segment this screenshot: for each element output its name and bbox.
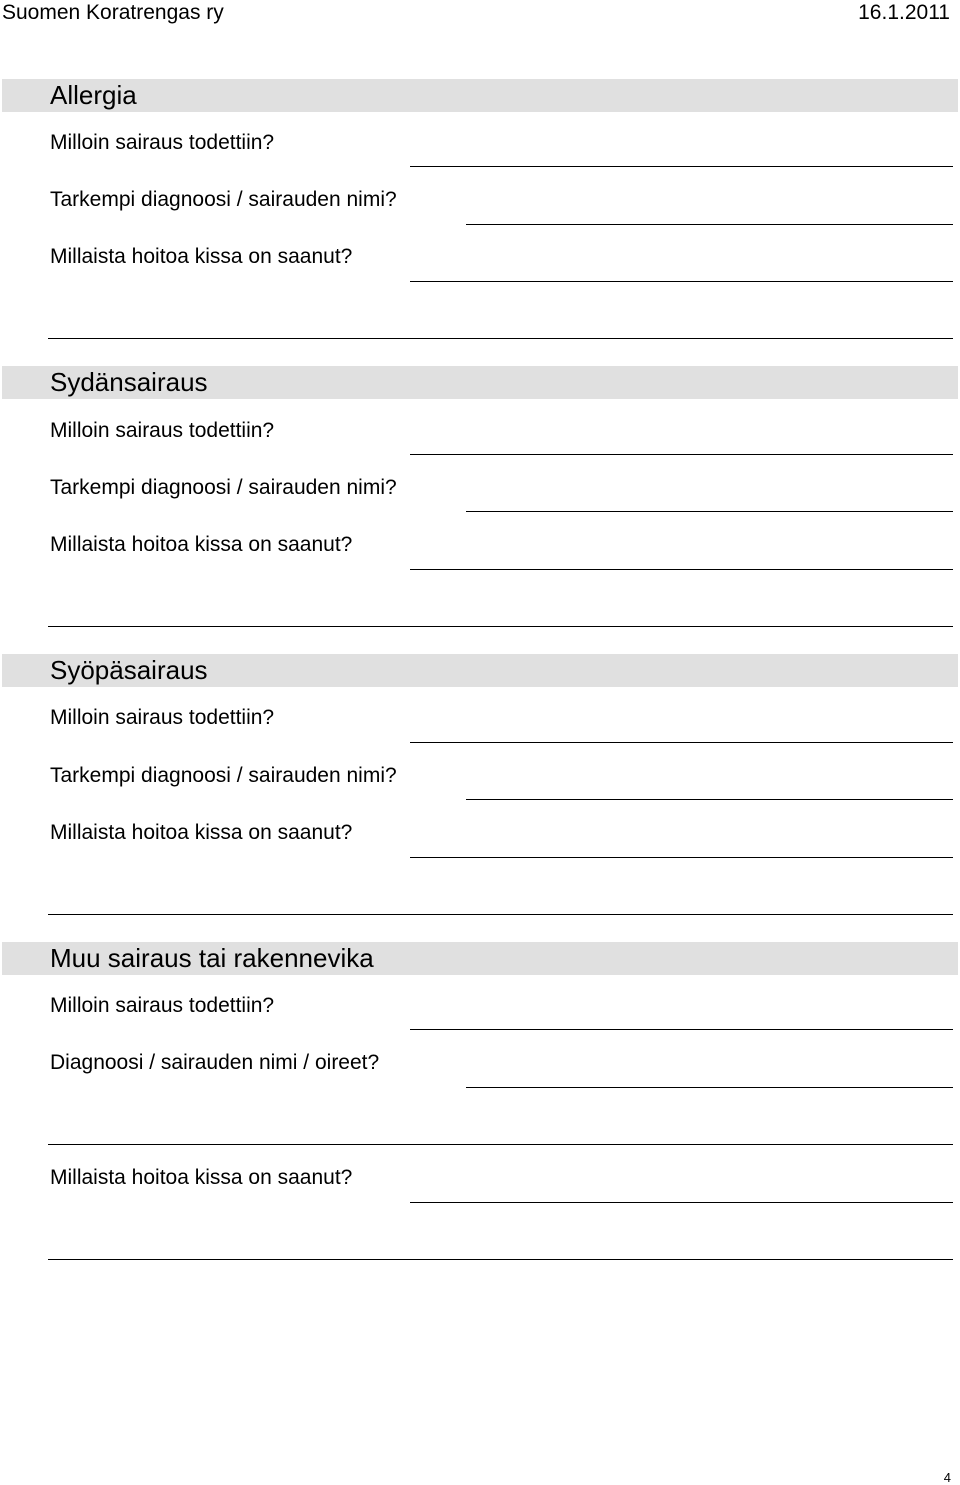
page-number: 4 <box>943 1470 951 1485</box>
question-diagnosis-symptoms: Diagnoosi / sairauden nimi / oireet? <box>50 1051 380 1074</box>
answer-line-treatment-extra[interactable] <box>48 914 953 915</box>
answer-line-diagnosis[interactable] <box>466 224 953 225</box>
answer-line-diagnosed-when[interactable] <box>410 742 953 743</box>
answer-line-diagnosed-when[interactable] <box>410 166 953 167</box>
document-date: 16.1.2011 <box>858 1 950 24</box>
answer-line-treatment-extra[interactable] <box>48 626 953 627</box>
section-header-heart-disease <box>2 366 958 399</box>
answer-line-diagnosis-symptoms[interactable] <box>466 1087 953 1088</box>
answer-line-treatment-extra[interactable] <box>48 1259 953 1260</box>
question-treatment: Millaista hoitoa kissa on saanut? <box>50 245 353 268</box>
answer-line-treatment[interactable] <box>410 281 953 282</box>
answer-line-diagnosis[interactable] <box>466 511 953 512</box>
question-diagnosis: Tarkempi diagnoosi / sairauden nimi? <box>50 764 397 787</box>
section-title: Muu sairaus tai rakennevika <box>50 943 374 973</box>
section-title: Syöpäsairaus <box>50 655 208 685</box>
question-treatment: Millaista hoitoa kissa on saanut? <box>50 1166 353 1189</box>
answer-line-treatment[interactable] <box>410 1202 953 1203</box>
answer-line-treatment[interactable] <box>410 857 953 858</box>
answer-line-treatment-extra[interactable] <box>48 338 953 339</box>
answer-line-diagnosis[interactable] <box>466 799 953 800</box>
question-diagnosed-when: Milloin sairaus todettiin? <box>50 419 275 442</box>
answer-line-diagnosed-when[interactable] <box>410 1029 953 1030</box>
question-diagnosis: Tarkempi diagnoosi / sairauden nimi? <box>50 188 397 211</box>
question-diagnosed-when: Milloin sairaus todettiin? <box>50 994 275 1017</box>
question-diagnosed-when: Milloin sairaus todettiin? <box>50 706 275 729</box>
section-header-other-disease <box>2 942 958 975</box>
question-diagnosis: Tarkempi diagnoosi / sairauden nimi? <box>50 476 397 499</box>
section-header-allergy <box>2 79 958 112</box>
section-title: Allergia <box>50 80 137 110</box>
question-treatment: Millaista hoitoa kissa on saanut? <box>50 821 353 844</box>
question-diagnosed-when: Milloin sairaus todettiin? <box>50 131 275 154</box>
answer-line-diagnosis-extra[interactable] <box>48 1144 953 1145</box>
organization-name: Suomen Koratrengas ry <box>2 1 224 24</box>
answer-line-treatment[interactable] <box>410 569 953 570</box>
question-treatment: Millaista hoitoa kissa on saanut? <box>50 533 353 556</box>
answer-line-diagnosed-when[interactable] <box>410 454 953 455</box>
section-title: Sydänsairaus <box>50 367 208 397</box>
section-header-cancer <box>2 654 958 687</box>
